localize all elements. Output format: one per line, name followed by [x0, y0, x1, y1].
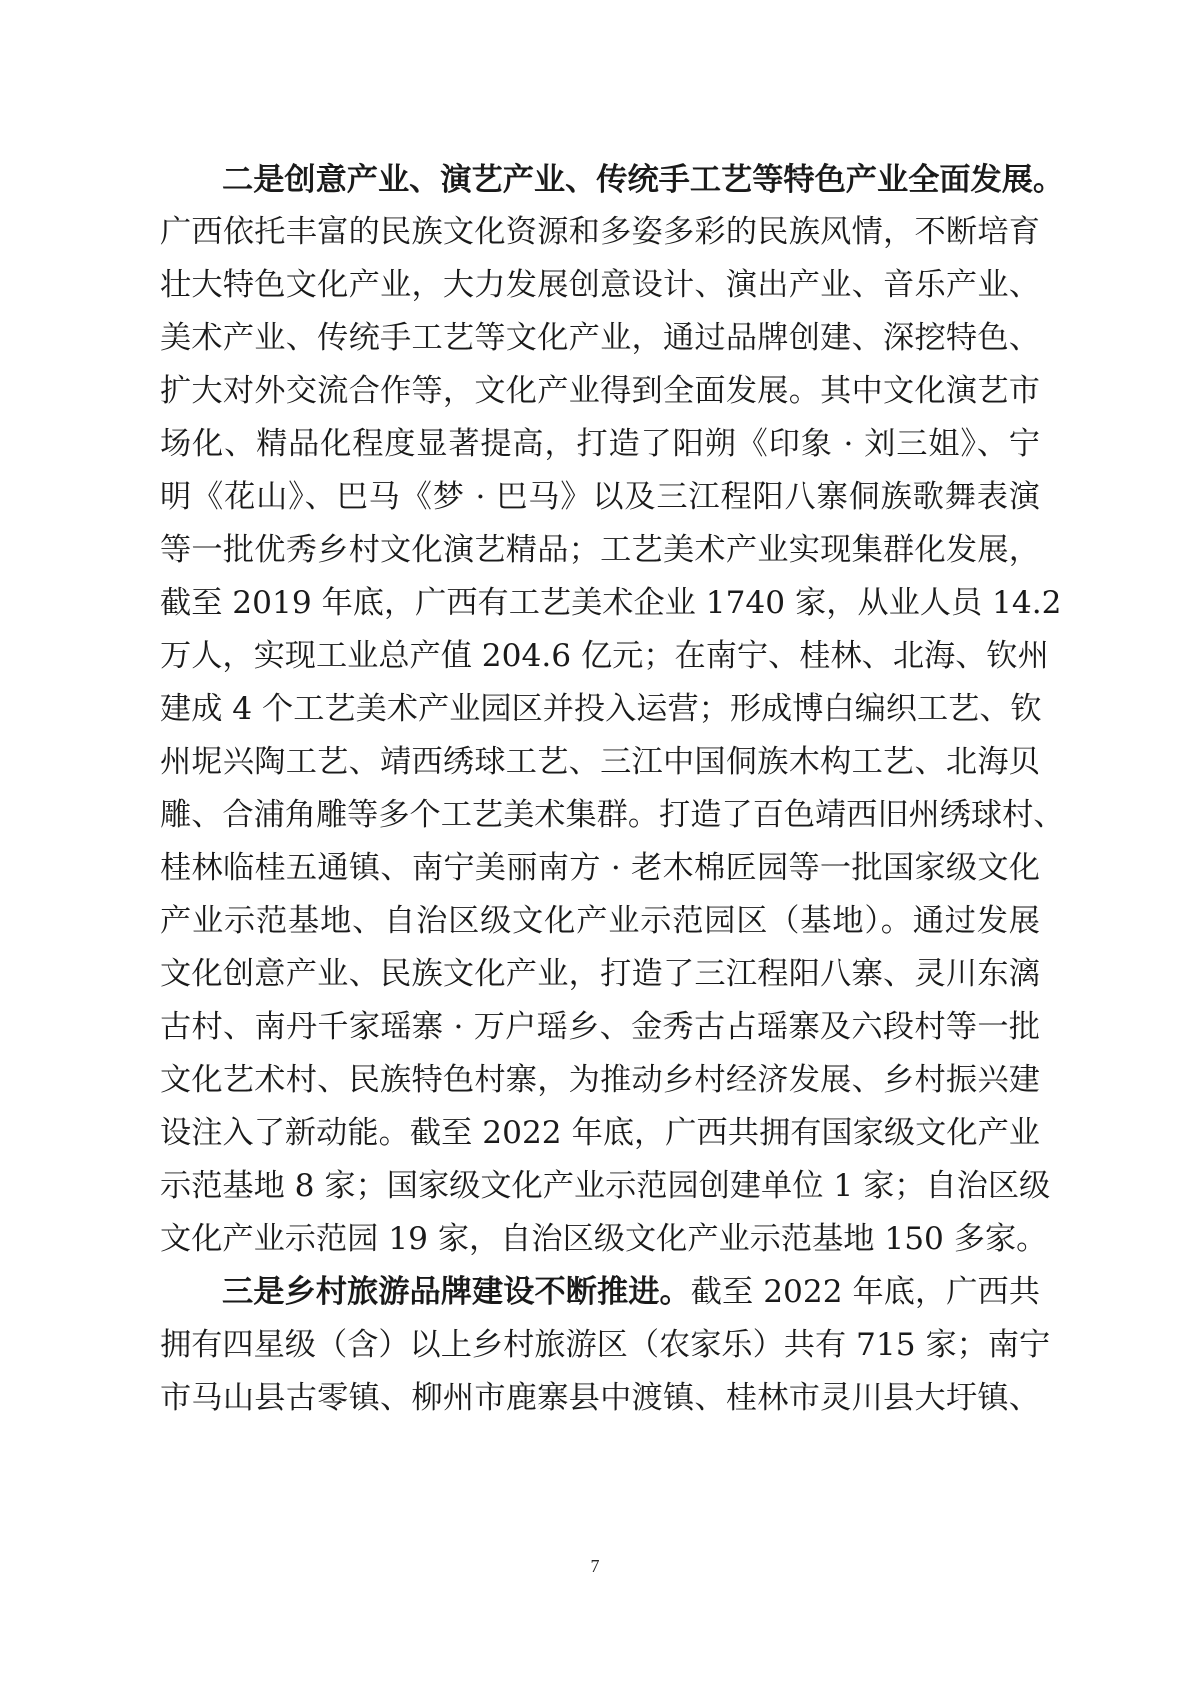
body-line: 场化、精品化程度显著提高，打造了阳朔《印象 · 刘三姐》、宁: [160, 426, 1040, 462]
body-line: 州坭兴陶工艺、靖西绣球工艺、三江中国侗族木构工艺、北海贝: [160, 744, 1040, 780]
body-line: 截至 2019 年底，广西有工艺美术企业 1740 家，从业人员 14.2: [160, 585, 1062, 621]
paragraph-first-line: [222, 1272, 1040, 1312]
body-line: 古村、南丹千家瑶寨 · 万户瑶乡、金秀古占瑶寨及六段村等一批: [160, 1009, 1040, 1045]
body-line: 设注入了新动能。截至 2022 年底，广西共拥有国家级文化产业: [160, 1115, 1040, 1151]
body-line: 扩大对外交流合作等，文化产业得到全面发展。其中文化演艺市: [160, 373, 1040, 409]
paragraph-text: 截至 2022 年底，广西共: [690, 1274, 1040, 1310]
body-line: 示范基地 8 家；国家级文化产业示范园创建单位 1 家；自治区级: [160, 1168, 1051, 1204]
body-line: 文化艺术村、民族特色村寨，为推动乡村经济发展、乡村振兴建: [160, 1062, 1040, 1098]
body-line: 雕、合浦角雕等多个工艺美术集群。打造了百色靖西旧州绣球村、: [160, 797, 1065, 833]
body-line: 等一批优秀乡村文化演艺精品；工艺美术产业实现集群化发展，: [160, 532, 1040, 568]
body-line: 市马山县古零镇、柳州市鹿寨县中渡镇、桂林市灵川县大圩镇、: [160, 1380, 1040, 1416]
body-line: 美术产业、传统手工艺等文化产业，通过品牌创建、深挖特色、: [160, 320, 1040, 356]
page-number: 7: [590, 1556, 600, 1576]
section-heading-creative-industries: 二是创意产业、演艺产业、传统手工艺等特色产业全面发展。: [222, 162, 1065, 198]
body-line: 壮大特色文化产业，大力发展创意设计、演出产业、音乐产业、: [160, 267, 1040, 303]
body-line: 建成 4 个工艺美术产业园区并投入运营；形成博白编织工艺、钦: [160, 691, 1042, 727]
section-heading-rural-tourism: 三是乡村旅游品牌建设不断推进。: [222, 1274, 691, 1310]
body-line: 明《花山》、巴马《梦 · 巴马》以及三江程阳八寨侗族歌舞表演: [160, 479, 1040, 515]
body-line: 文化创意产业、民族文化产业，打造了三江程阳八寨、灵川东漓: [160, 956, 1040, 992]
body-line: 文化产业示范园 19 家，自治区级文化产业示范基地 150 多家。: [160, 1221, 1048, 1257]
body-line: 产业示范基地、自治区级文化产业示范园区（基地）。通过发展: [160, 903, 1040, 939]
body-line: 桂林临桂五通镇、南宁美丽南方 · 老木棉匠园等一批国家级文化: [160, 850, 1040, 886]
body-line: 万人，实现工业总产值 204.6 亿元；在南宁、桂林、北海、钦州: [160, 638, 1049, 674]
body-line: 拥有四星级（含）以上乡村旅游区（农家乐）共有 715 家；南宁: [160, 1327, 1051, 1363]
body-line: 广西依托丰富的民族文化资源和多姿多彩的民族风情，不断培育: [160, 214, 1040, 250]
